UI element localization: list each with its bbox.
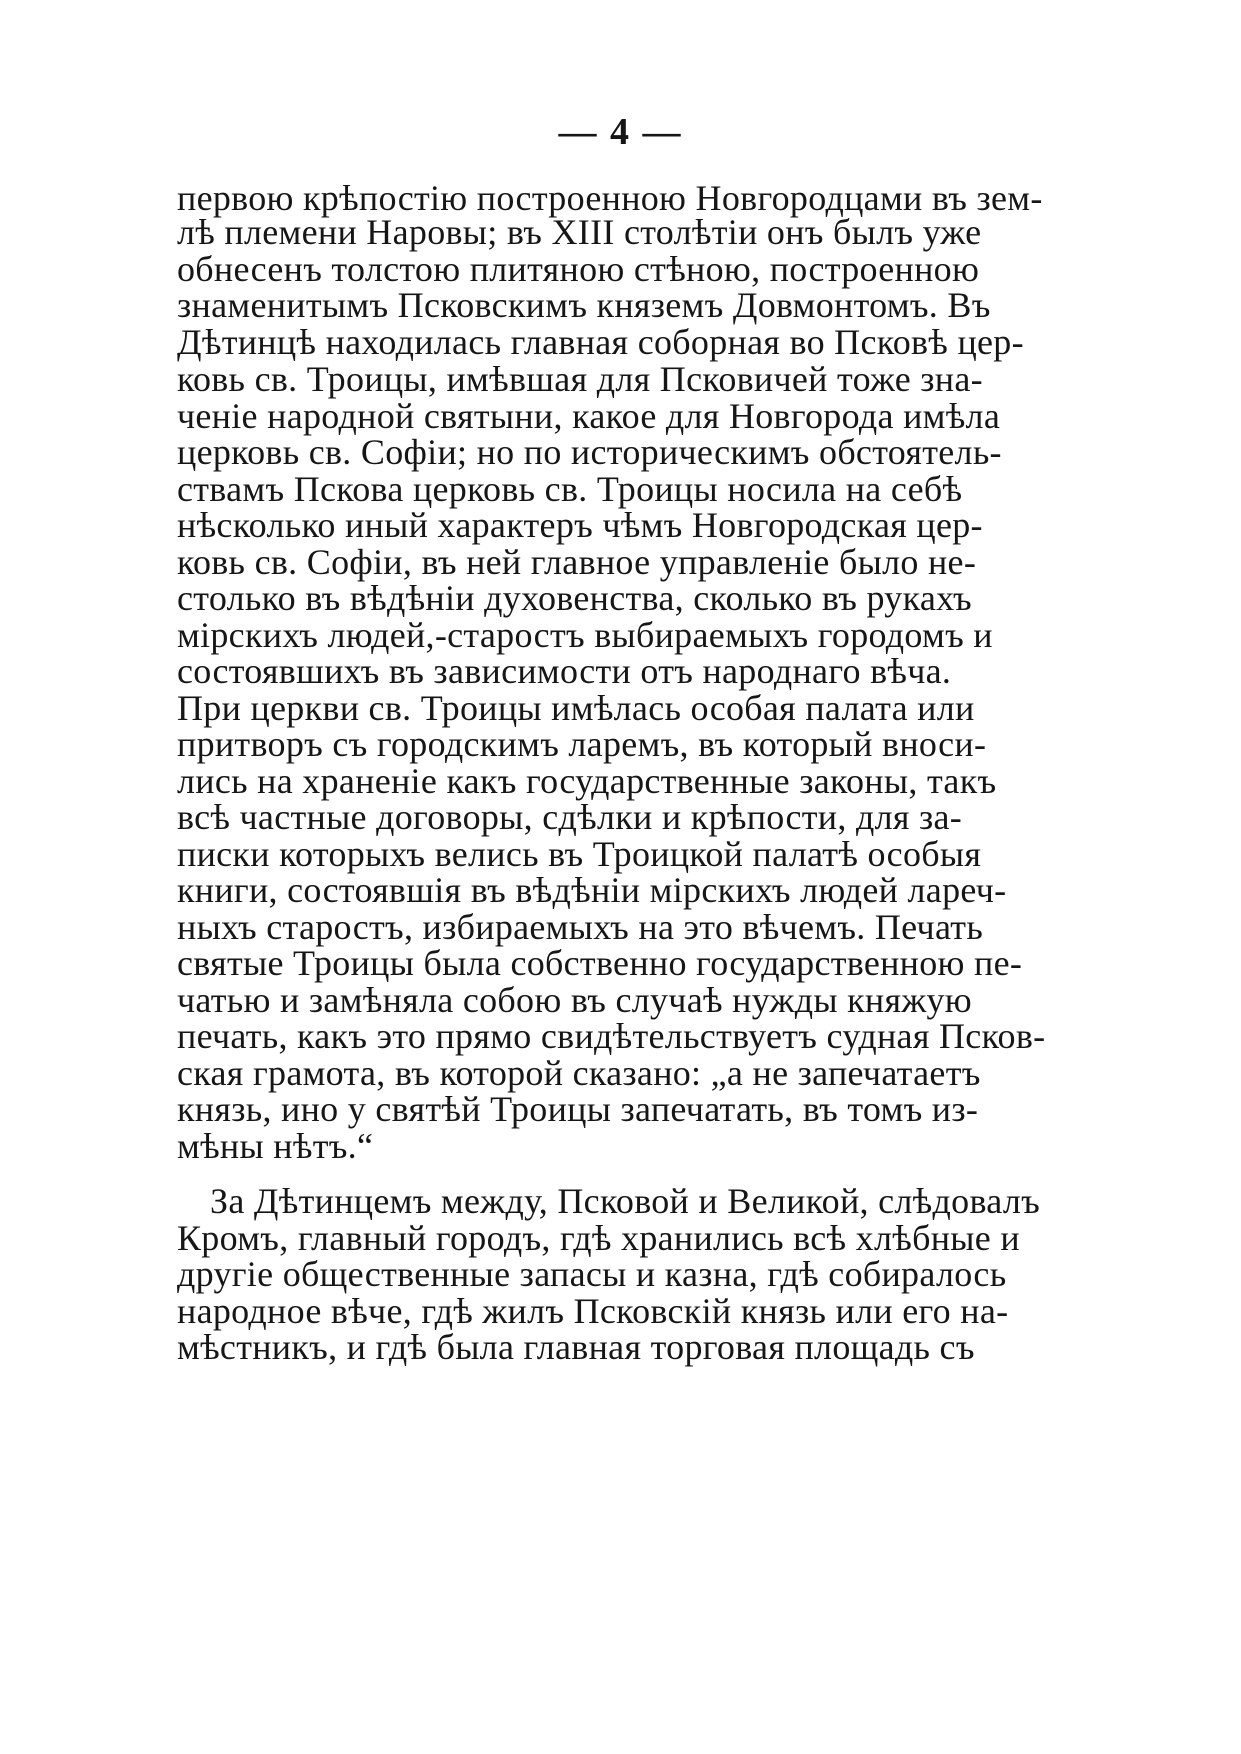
text-line: мірскихъ людей,-старостъ выбираемыхъ городомъ и [177, 615, 993, 655]
text-line: всѣ частные договоры, сдѣлки и крѣпости, для за- [177, 797, 963, 837]
text-line: лѣ племени Наровы; въ XIII столѣтіи онъ былъ уже [177, 212, 982, 252]
text-line: церковь св. Софіи; но по историческимъ обстоятель- [177, 432, 1002, 472]
text-line: За Дѣтинцемъ между, Псковой и Великой, слѣдовалъ [210, 1181, 1041, 1221]
text-line: При церкви св. Троицы имѣлась особая палата или [177, 688, 975, 728]
text-line: ченіе народной святыни, какое для Новгорода имѣла [177, 396, 1001, 436]
text-line: Дѣтинцѣ находилась главная соборная во Псковѣ цер- [177, 322, 1024, 362]
text-line: чатью и замѣняла собою въ случаѣ нужды княжую [177, 980, 972, 1020]
text-line: нѣсколько иный характеръ чѣмъ Новгородская цер- [177, 505, 983, 545]
text-line: книги, состоявшія въ вѣдѣніи мірскихъ людей лареч- [177, 870, 1007, 910]
text-line: притворъ съ городскимъ ларемъ, въ который вноси- [177, 724, 987, 764]
text-line: ская грамота, въ которой сказано: „а не запечатаетъ [177, 1053, 981, 1093]
text-line: Кромъ, главный городъ, гдѣ хранились всѣ хлѣбные и [177, 1218, 1020, 1258]
text-line: первою крѣпостію построенною Новгородцами въ зем- [177, 178, 1043, 218]
text-line: состоявшихъ въ зависимости отъ народнаго вѣча. [177, 651, 952, 691]
text-line: мѣстникъ, и гдѣ была главная торговая площадь съ [177, 1327, 975, 1367]
text-line: печать, какъ это прямо свидѣтельствуетъ судная Псков- [177, 1016, 1046, 1056]
text-line: ковь св. Софіи, въ ней главное управленіе было не- [177, 542, 977, 582]
text-line: святые Троицы была собственно государственною пе- [177, 943, 1023, 983]
page-number: — 4 — [558, 111, 683, 153]
text-line: ковь св. Троицы, имѣвшая для Псковичей тоже зна- [177, 359, 983, 399]
text-line: народное вѣче, гдѣ жилъ Псковскій князь или его на- [177, 1291, 1009, 1331]
text-line: князь, ино у святѣй Троицы запечатать, въ томъ из- [177, 1089, 979, 1129]
text-line: столько въ вѣдѣніи духовенства, сколько въ рукахъ [177, 578, 972, 618]
text-line: другіе общественные запасы и казна, гдѣ собиралось [177, 1254, 1007, 1294]
text-line: мѣны нѣтъ.“ [177, 1126, 374, 1166]
text-line: знаменитымъ Псковскимъ княземъ Довмонтомъ. Въ [177, 285, 991, 325]
text-line: ствамъ Пскова церковь св. Троицы носила на себѣ [177, 469, 963, 509]
text-line: ныхъ старостъ, избираемыхъ на это вѣчемъ. Печать [177, 907, 984, 947]
text-line: обнесенъ толстою плитяною стѣною, построенною [177, 249, 980, 289]
text-line: лись на храненіе какъ государственные законы, такъ [177, 761, 997, 801]
text-line: писки которыхъ велись въ Троицкой палатѣ особыя [177, 834, 982, 874]
